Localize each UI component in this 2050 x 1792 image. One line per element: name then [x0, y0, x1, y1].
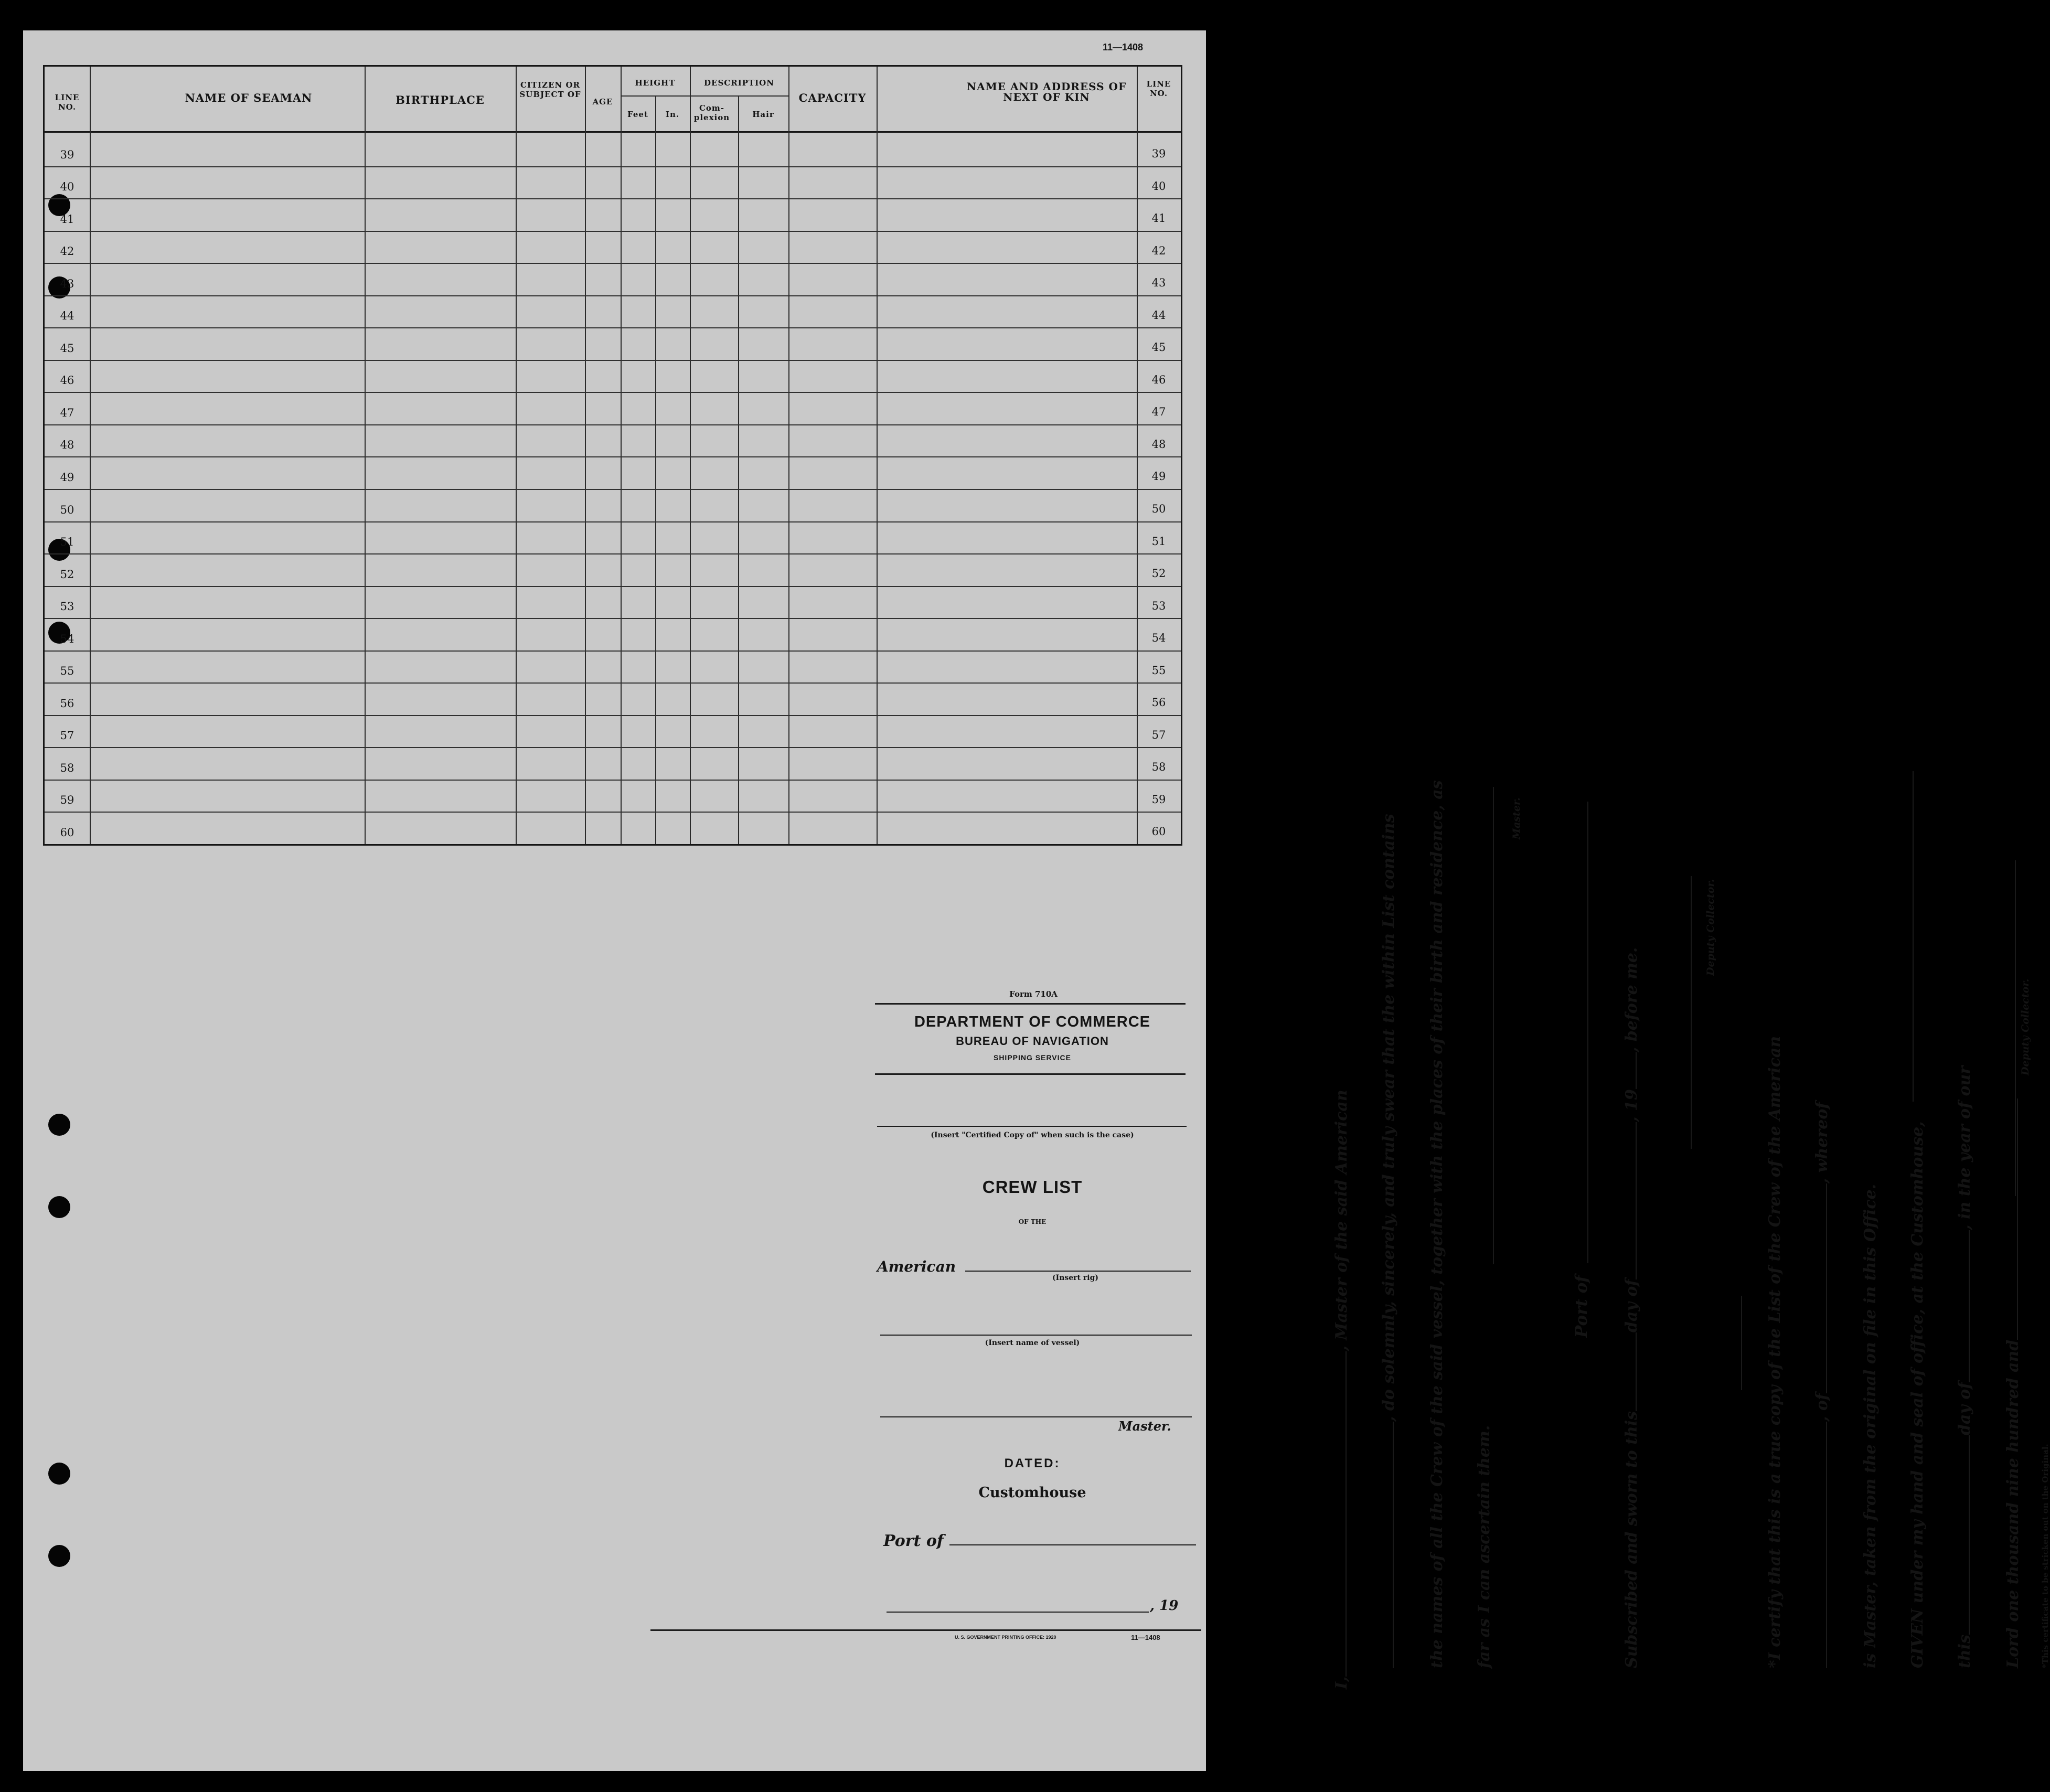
row-divider — [45, 166, 1181, 167]
line-number-left: 60 — [60, 826, 74, 839]
cover-title: CREW LIST — [982, 1177, 1083, 1197]
punch-hole — [48, 1545, 70, 1567]
line-number-right: 52 — [1151, 567, 1166, 580]
header-line-no-right: LINE NO. — [1146, 79, 1171, 98]
header-birthplace: BIRTHPLACE — [396, 93, 485, 106]
line-number-left: 57 — [60, 729, 74, 742]
cover-insert-vessel: (Insert name of vessel) — [985, 1339, 1080, 1347]
certificate-line-2: , of, whereof — [1813, 1102, 1831, 1668]
cover-bureau: BUREAU OF NAVIGATION — [956, 1034, 1109, 1048]
header-hair: Hair — [752, 110, 774, 119]
line-number-left: 59 — [60, 794, 74, 807]
line-number-right: 44 — [1151, 308, 1166, 322]
punch-hole — [48, 1114, 70, 1136]
line-number-left: 47 — [60, 406, 74, 419]
line-number-left: 39 — [60, 148, 74, 161]
line-number-left: 53 — [60, 600, 74, 613]
line-number-right: 40 — [1151, 179, 1166, 193]
oath-line-2: , do solemnly, sincerely, and truly swear that the within List contains — [1380, 814, 1398, 1668]
header-height: HEIGHT — [635, 78, 676, 88]
certificate-line-6: Lord one thousand nine hundred and — [2004, 1098, 2022, 1668]
line-number-right: 41 — [1151, 212, 1166, 225]
row-divider — [45, 553, 1181, 554]
line-number-right: 42 — [1151, 244, 1166, 257]
cover-form-number: Form 710A — [1009, 989, 1058, 999]
header-age: AGE — [592, 97, 613, 106]
row-divider — [45, 586, 1181, 587]
line-number-left: 45 — [60, 342, 74, 355]
cover-of-the: OF THE — [1018, 1218, 1047, 1225]
row-divider — [45, 618, 1181, 619]
cover-customhouse: Customhouse — [978, 1485, 1086, 1501]
crew-table — [43, 65, 1182, 846]
row-divider — [45, 424, 1181, 425]
line-number-right: 50 — [1151, 503, 1166, 515]
cover-printer-line: U. S. GOVERNMENT PRINTING OFFICE: 1920 — [955, 1635, 1056, 1640]
line-number-right: 43 — [1151, 276, 1166, 290]
certificate-deputy-label: Deputy Collector. — [2020, 978, 2031, 1075]
row-divider — [45, 715, 1181, 716]
oath-line-1: I,, Master of the said American — [1332, 1090, 1351, 1689]
line-number-left: 52 — [60, 568, 74, 581]
header-inches: In. — [665, 110, 680, 119]
line-number-right: 60 — [1151, 825, 1166, 838]
header-description: DESCRIPTION — [704, 78, 774, 88]
row-divider — [45, 456, 1181, 457]
cover-insert-copy-note: (Insert "Certified Copy of" when such is the case) — [931, 1131, 1134, 1139]
table-header — [45, 67, 1181, 133]
line-number-left: 54 — [60, 632, 74, 645]
oath-and-certificate — [1259, 650, 2050, 1700]
subscribed-line: Subscribed and sworn to thisday of, 19, before me. — [1622, 947, 1641, 1668]
cover-master-label: Master. — [1118, 1418, 1171, 1434]
certificate-line-3: is Master, taken from the original on file in this Office. — [1861, 1183, 1880, 1668]
row-divider — [45, 231, 1181, 232]
cover-american: American — [877, 1258, 956, 1275]
line-number-left: 41 — [60, 212, 74, 226]
line-number-left: 55 — [60, 665, 74, 678]
certificate-line-5: thisday of, in the year of our — [1956, 1065, 1974, 1668]
cover-insert-rig: (Insert rig) — [1052, 1274, 1098, 1282]
line-number-right: 57 — [1151, 728, 1166, 741]
row-divider — [45, 360, 1181, 361]
line-number-left: 42 — [60, 245, 74, 258]
oath-line-3: the names of all the Crew of the said vessel, together with the places of their birth and residence, as — [1428, 780, 1446, 1668]
cover-port-of: Port of — [883, 1532, 944, 1550]
line-number-right: 53 — [1151, 599, 1166, 612]
line-number-right: 55 — [1151, 664, 1166, 677]
row-divider — [45, 650, 1181, 652]
line-number-right: 47 — [1151, 406, 1166, 419]
oath-master-label: Master. — [1511, 797, 1522, 839]
cover-service: SHIPPING SERVICE — [993, 1053, 1071, 1062]
row-divider — [45, 812, 1181, 813]
cover-form-number-bottom: 11—1408 — [1131, 1634, 1160, 1641]
line-number-left: 46 — [60, 374, 74, 387]
line-number-left: 51 — [60, 536, 74, 549]
header-citizen: CITIZEN OR SUBJECT OF — [519, 80, 581, 99]
form-number-top: 11—1408 — [1103, 42, 1144, 52]
certificate-footnote: *This certificate to be stricken out on the Original. — [2041, 1444, 2050, 1668]
oath-line-4: far as I can ascertain them. — [1475, 1425, 1493, 1668]
line-number-right: 48 — [1151, 438, 1166, 451]
header-complexion: Com- plexion — [693, 103, 730, 122]
punch-hole — [48, 1463, 70, 1485]
row-divider — [45, 780, 1181, 781]
row-divider — [45, 521, 1181, 522]
line-number-left: 56 — [60, 697, 74, 710]
line-number-right: 46 — [1151, 373, 1166, 386]
line-number-right: 45 — [1151, 341, 1166, 354]
line-number-right: 39 — [1151, 147, 1166, 160]
header-feet: Feet — [627, 110, 648, 119]
line-number-left: 50 — [60, 503, 74, 516]
port-of-label: Port of — [1572, 1275, 1591, 1338]
row-divider — [45, 392, 1181, 393]
certificate-line-1: *I certify that this is a true copy of the List of the Crew of the American — [1766, 1036, 1784, 1668]
certificate-line-4: GIVEN under my hand and seal of office, at the Customhouse, — [1908, 1121, 1927, 1668]
line-number-right: 59 — [1151, 793, 1166, 806]
header-next-of-kin: NAME AND ADDRESS OF NEXT OF KIN — [966, 80, 1127, 103]
header-line-no: LINE NO. — [55, 93, 80, 112]
cover-department: DEPARTMENT OF COMMERCE — [914, 1014, 1150, 1030]
row-divider — [45, 198, 1181, 199]
line-number-right: 58 — [1151, 761, 1166, 774]
line-number-left: 44 — [60, 310, 74, 323]
row-divider — [45, 327, 1181, 328]
cover-year: , 19 — [1150, 1598, 1179, 1614]
punch-hole — [48, 1196, 70, 1218]
oath-deputy-label: Deputy Collector. — [1705, 879, 1716, 976]
line-number-left: 43 — [60, 277, 74, 290]
row-divider — [45, 295, 1181, 296]
row-divider — [45, 263, 1181, 264]
line-number-right: 54 — [1151, 632, 1166, 645]
header-name-of-seaman: NAME OF SEAMAN — [185, 91, 313, 104]
line-number-left: 48 — [60, 439, 74, 452]
line-number-left: 40 — [60, 180, 74, 194]
line-number-left: 49 — [60, 471, 74, 484]
line-number-right: 49 — [1151, 470, 1166, 483]
header-capacity: CAPACITY — [798, 91, 867, 104]
line-number-right: 51 — [1151, 535, 1166, 548]
row-divider — [45, 489, 1181, 490]
line-number-right: 56 — [1151, 696, 1166, 709]
row-divider — [45, 747, 1181, 748]
row-divider — [45, 682, 1181, 684]
cover-dated: DATED: — [1004, 1456, 1061, 1470]
line-number-left: 58 — [60, 761, 74, 774]
